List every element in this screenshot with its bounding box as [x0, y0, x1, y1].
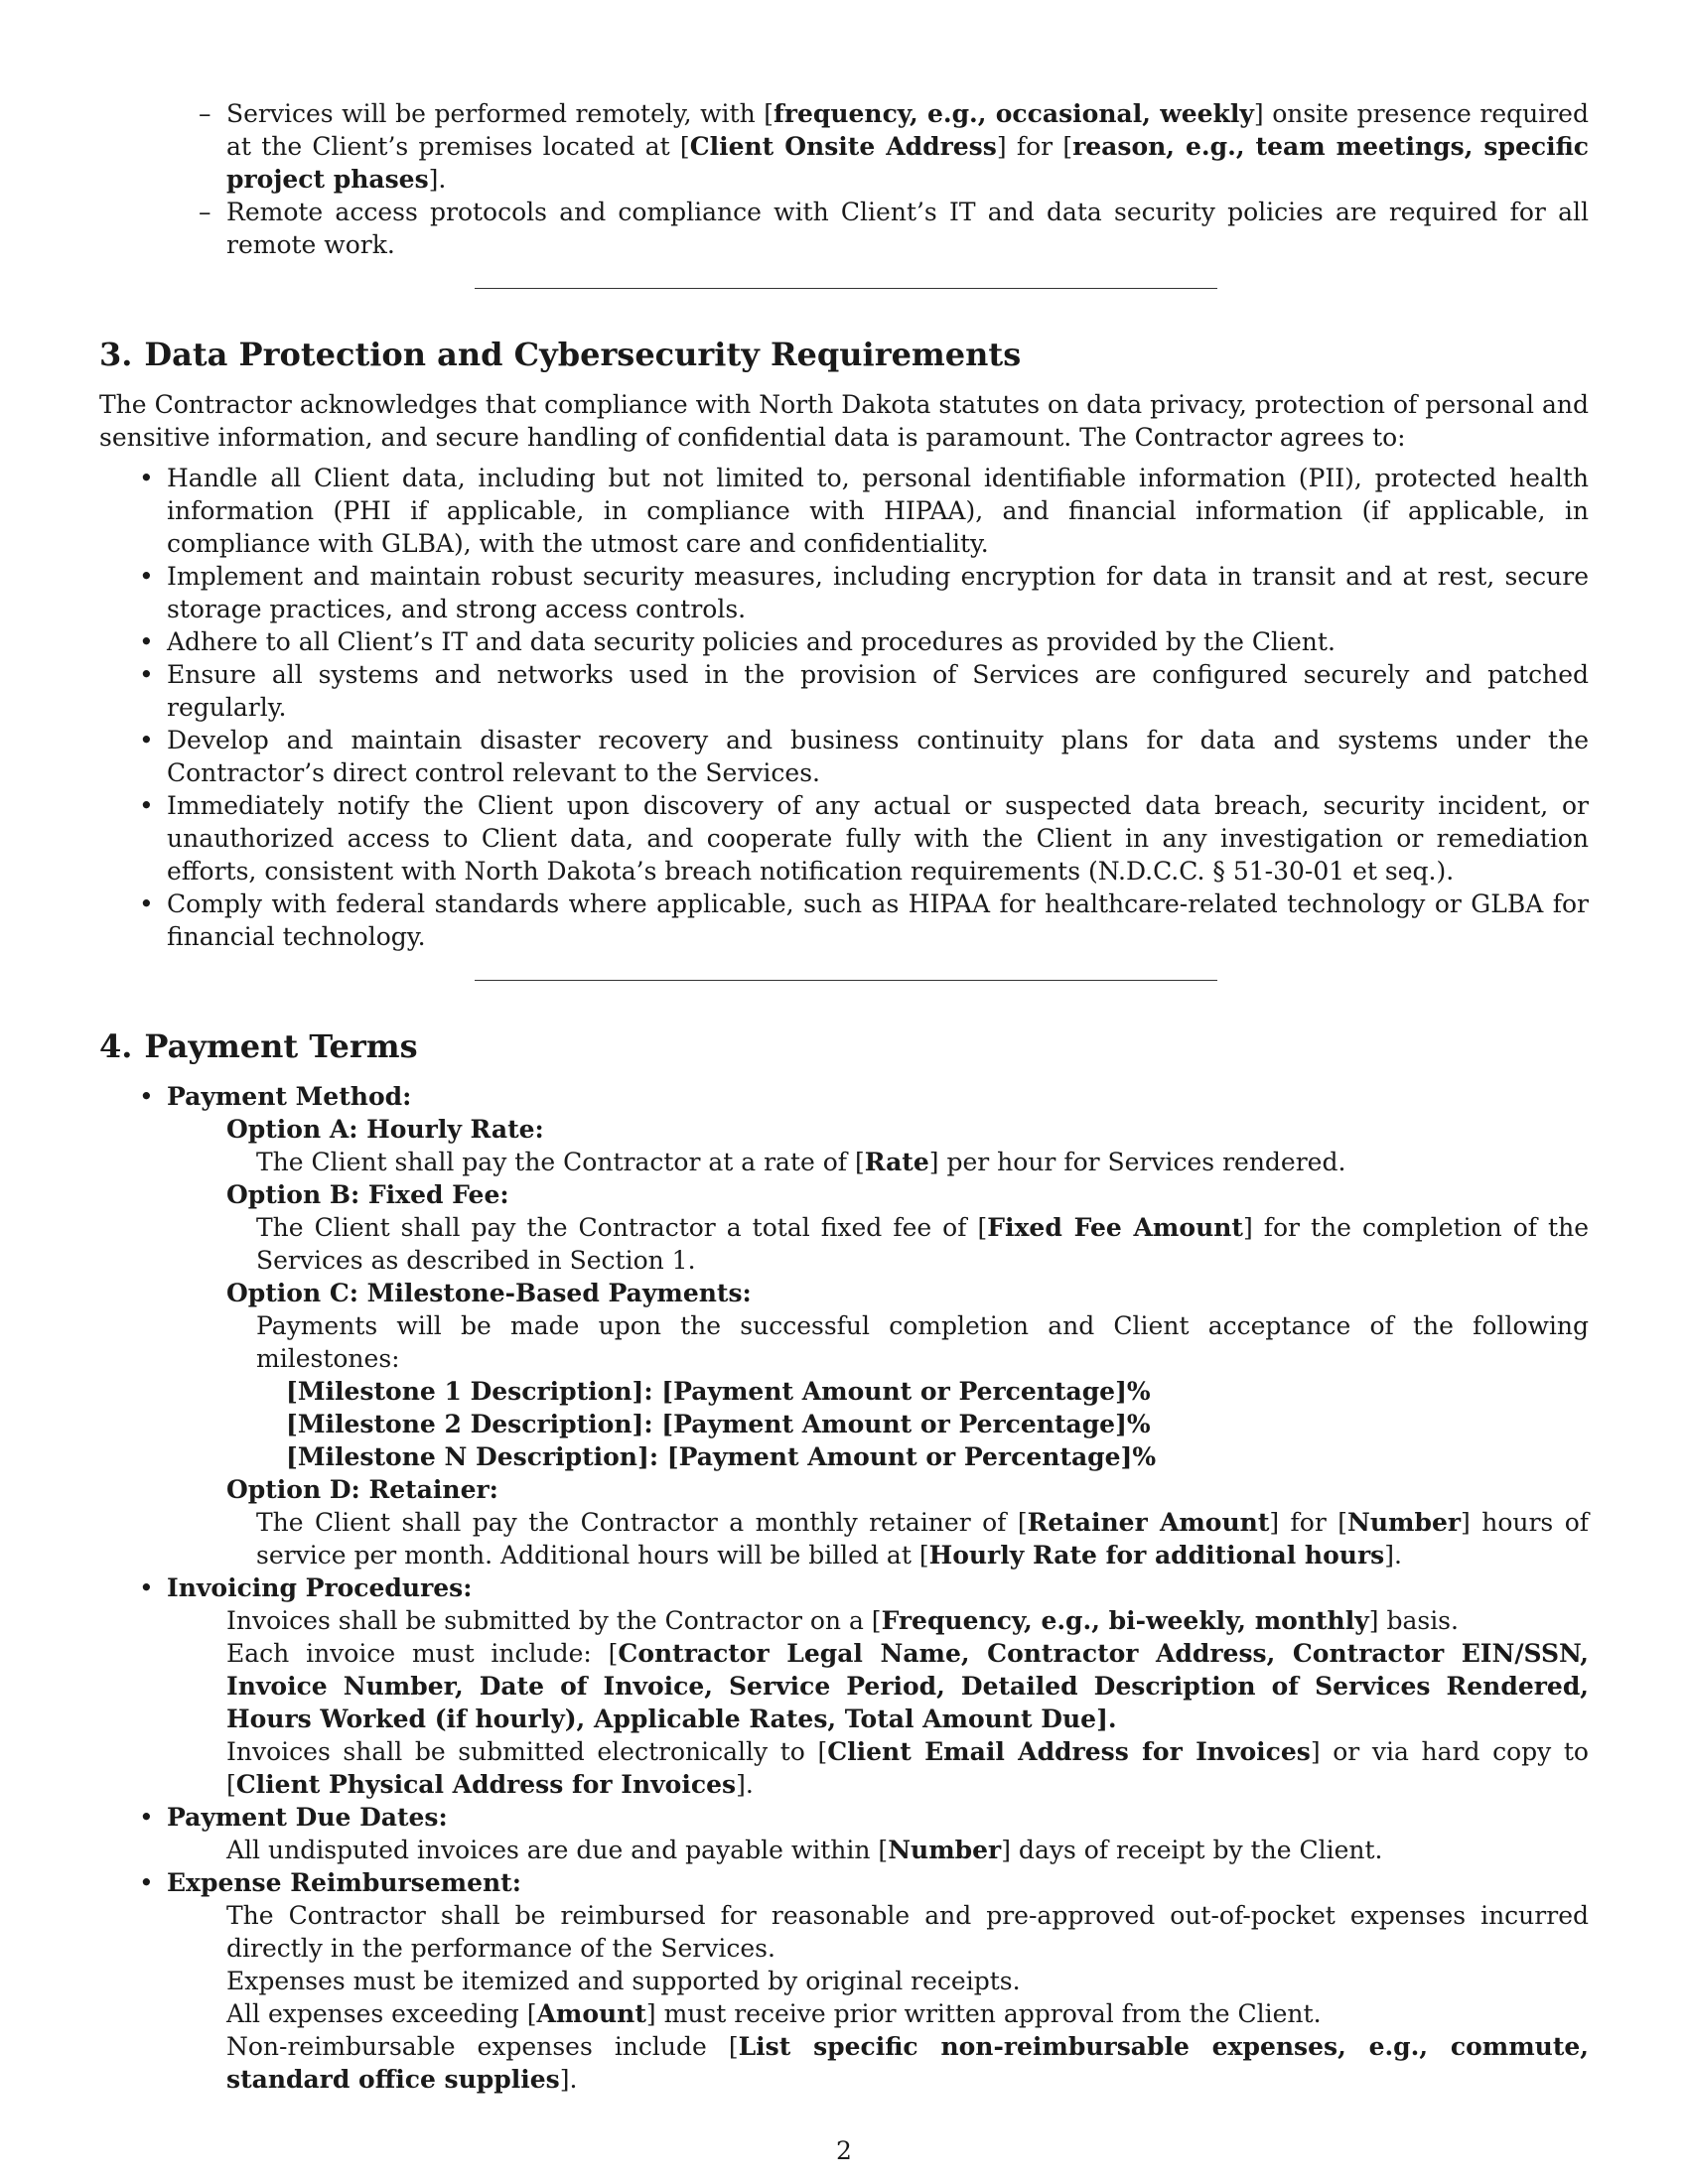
list-item: – Services will be performed remotely, with [frequency, e.g., occasional, weekly] onsite presence required at the Client’s premises located at [Client Onsite Address] for [reason, e.g., team meetings, specific project phases]. [99, 97, 1589, 196]
list-item: [Milestone 2 Description]: [Payment Amount or Percentage]% [286, 1410, 1151, 1438]
section-heading: 4. Payment Terms [99, 1027, 418, 1065]
list-item: • Develop and maintain disaster recovery and business continuity plans for data and systems under the Contractor’s direct control relevant to the Services. [99, 724, 1589, 789]
list-item: The Client shall pay the Contractor a total fixed fee of [Fixed Fee Amount] for the completion of the Services as described in Section 1. [256, 1213, 1589, 1275]
page-number: 2 [836, 2136, 852, 2165]
list-item: • Payment Due Dates: All undisputed invoices are due and payable within [Number] days of receipt by the Client. [99, 1801, 1589, 1866]
section-divider [475, 288, 1217, 289]
list-item: All expenses exceeding [Amount] must receive prior written approval from the Client. [226, 1999, 1322, 2028]
payment-terms-list [99, 1080, 1589, 2096]
list-item: Expenses must be itemized and supported by original receipts. [226, 1967, 1021, 1995]
list-item: [Milestone 1 Description]: [Payment Amount or Percentage]% [286, 1377, 1151, 1406]
list-item: The Contractor shall be reimbursed for reasonable and pre-approved out-of-pocket expenses incurred directly in the performance of the Services. [226, 1901, 1589, 1963]
list-item: Option D: Retainer: The Client shall pay the Contractor a monthly retainer of [Retainer Amount] for [Number] hours of service per month. Additional hours will be billed at [Hourly Rate for additional hours]. [226, 1475, 1589, 1570]
list-item: The Client shall pay the Contractor a monthly retainer of [Retainer Amount] for [Number] hours of service per month. Additional hours will be billed at [Hourly Rate for additional hours]. [256, 1508, 1589, 1570]
list-item: All undisputed invoices are due and payable within [Number] days of receipt by the Client. [226, 1836, 1383, 1864]
data-protection-list [99, 462, 1589, 953]
list-item: • Ensure all systems and networks used in the provision of Services are configured securely and patched regularly. [99, 658, 1589, 724]
list-item: The Client shall pay the Contractor at a rate of [Rate] per hour for Services rendered. [256, 1148, 1346, 1176]
list-item: Invoices shall be submitted by the Contractor on a [Frequency, e.g., bi-weekly, monthly] basis. [226, 1606, 1459, 1635]
list-item: Option C: Milestone-Based Payments: Payments will be made upon the successful completion and Client acceptance of the following milestones: [Milestone 1 Description]: [Payment Amount or Percentage]% [Milestone 2 Description]: [Payment Amount or Percentage]% [Milestone N Description]: [Payment Amount or Percentage]% [226, 1279, 1589, 1471]
list-item: Each invoice must include: [Contractor Legal Name, Contractor Address, Contractor EIN/SSN, Invoice Number, Date of Invoice, Service Period, Detailed Description of Services Rendered, Hours Worked (if hourly), Applicable Rates, Total Amount Due]. [226, 1639, 1589, 1733]
list-item: Payments will be made upon the successful completion and Client acceptance of the following milestones: [Milestone 1 Description]: [Payment Amount or Percentage]% [Milestone 2 Description]: [Payment Amount or Percentage]% [Milestone N Description]: [Payment Amount or Percentage]% [256, 1311, 1589, 1471]
remote-work-list [99, 97, 1589, 261]
list-item: • Payment Method: Option A: Hourly Rate: The Client shall pay the Contractor at a rate of [Rate] per hour for Services rendered. Option B: Fixed Fee: The Client shall pay the Contractor a total fixed fee of [Fixed Fee Amount] for the completion of the Services as described in Section 1. Option C: Milestone-Based Payments: Payments will be made upon the successful completion and Client acceptance of the following milestones: [Milestone 1 Description]: [Payment Amount or Percentage]% [Milestone 2 Description]: [Payment Amount or Percentage]% [Milestone N Description]: [Payment Amount or Percentage]% Option D: Retainer: The Client shall pay the Contractor a monthly retainer of [Retainer Amount] for [Number] hours of service per month. Additional hours will be billed at [Hourly Rate for additional hours]. [99, 1080, 1589, 1571]
list-item: • Invoicing Procedures: Invoices shall be submitted by the Contractor on a [Frequency, e.g., bi-weekly, monthly] basis. Each invoice must include: [Contractor Legal Name, Contractor Address, Contractor EIN/SSN, Invoice Number, Date of Invoice, Service Period, Detailed Description of Services Rendered, Hours Worked (if hourly), Applicable Rates, Total Amount Due]. Invoices shall be submitted electronically to [Client Email Address for Invoices] or via hard copy to [Client Physical Address for Invoices]. [99, 1571, 1589, 1801]
list-item: • Implement and maintain robust security measures, including encryption for data in transit and at rest, secure storage practices, and strong access controls. [99, 560, 1589, 625]
section-divider [475, 980, 1217, 981]
list-item: • Adhere to all Client’s IT and data security policies and procedures as provided by the Client. [99, 625, 1589, 658]
list-item: Option A: Hourly Rate: The Client shall pay the Contractor at a rate of [Rate] per hour for Services rendered. [167, 1113, 1589, 1178]
section-heading: 3. Data Protection and Cybersecurity Requirements [99, 336, 1022, 373]
list-item: • Handle all Client data, including but not limited to, personal identifiable information (PII), protected health information (PHI if applicable, in compliance with HIPAA), and financial information (if applicable, in compliance with GLBA), with the utmost care and confidentiality. [99, 462, 1589, 560]
list-item: • Comply with federal standards where applicable, such as HIPAA for healthcare-related technology or GLBA for financial technology. [99, 887, 1589, 953]
list-item: Non-reimbursable expenses include [List specific non-reimbursable expenses, e.g., commute, standard office supplies]. [226, 2032, 1589, 2094]
list-item: Option B: Fixed Fee: The Client shall pay the Contractor a total fixed fee of [Fixed Fee Amount] for the completion of the Services as described in Section 1. [226, 1180, 1589, 1275]
document-page [99, 97, 1589, 2096]
list-item: • Expense Reimbursement: The Contractor shall be reimbursed for reasonable and pre-approved out-of-pocket expenses incurred directly in the performance of the Services. Expenses must be itemized and supported by original receipts. All expenses exceeding [Amount] must receive prior written approval from the Client. Non-reimbursable expenses include [List specific non-reimbursable expenses, e.g., commute, standard office supplies]. [99, 1866, 1589, 2096]
list-item: [Milestone N Description]: [Payment Amount or Percentage]% [286, 1442, 1157, 1471]
list-item: Invoices shall be submitted electronically to [Client Email Address for Invoices] or via hard copy to [Client Physical Address for Invoices]. [226, 1737, 1589, 1799]
list-item: – Remote access protocols and compliance with Client’s IT and data security policies are required for all remote work. [99, 196, 1589, 261]
list-item: • Immediately notify the Client upon discovery of any actual or suspected data breach, security incident, or unauthorized access to Client data, and cooperate fully with the Client in any investigation or remediation efforts, consistent with North Dakota’s breach notification requirements (N.D.C.C. § 51-30-01 et seq.). [99, 789, 1589, 887]
section-intro: The Contractor acknowledges that compliance with North Dakota statutes on data privacy, protection of personal and sensitive information, and secure handling of confidential data is paramount. The Contractor agrees to: [99, 390, 1589, 452]
